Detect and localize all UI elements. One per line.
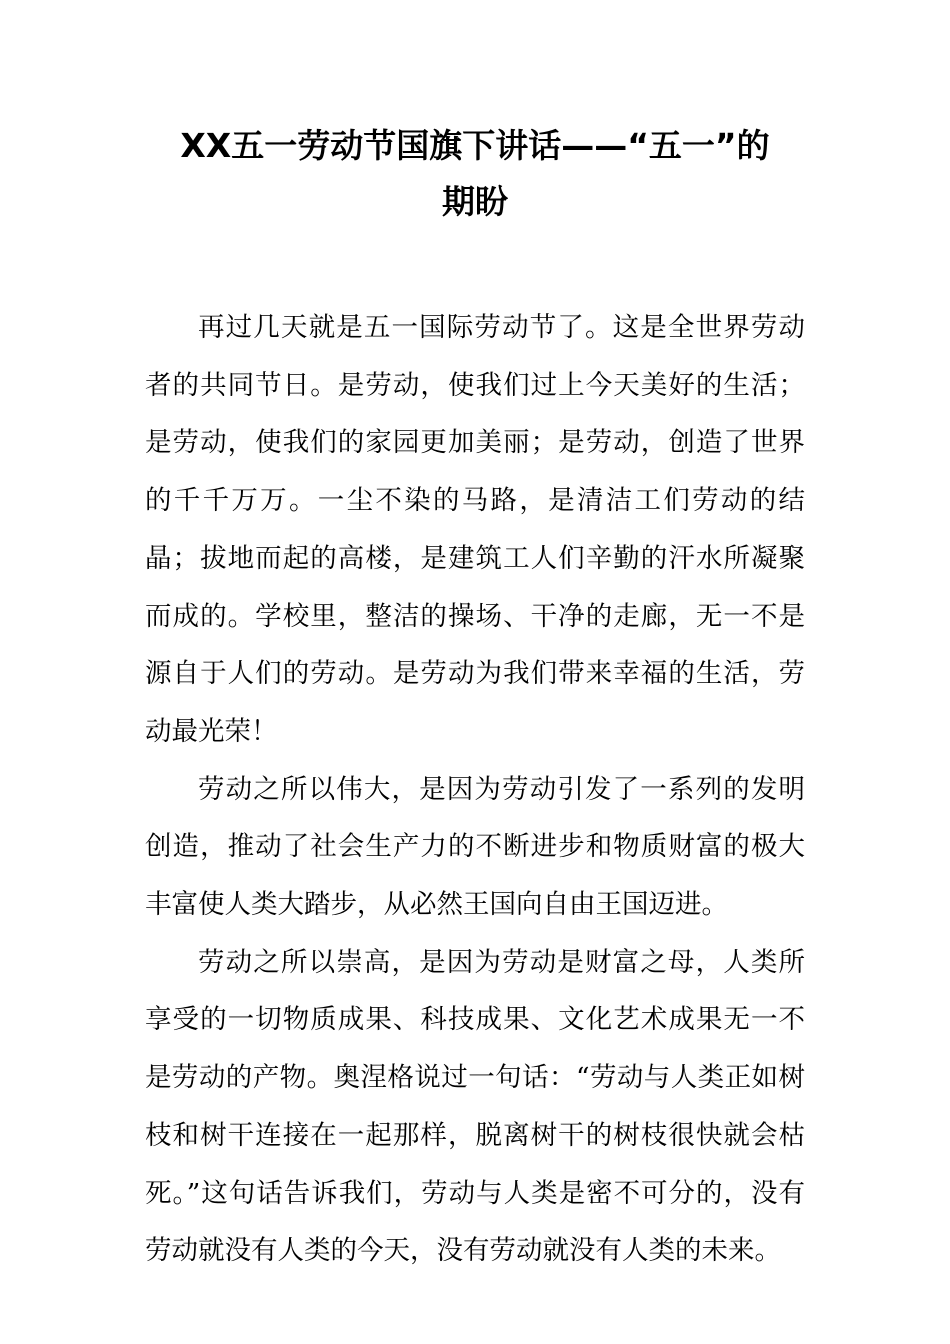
paragraph-3: 劳动之所以崇高，是因为劳动是财富之母，人类所享受的一切物质成果、科技成果、文化艺术成果无一不是劳动的产物。奥涅格说过一句话：“劳动与人类正如树枝和树干连接在一起那样，脱离树干的树枝很快就会枯死。”这句话告诉我们，劳动与人类是密不可分的，没有劳动就没有人类的今天，没有劳动就没有人类的未来。: [145, 946, 805, 1267]
document-body: [145, 299, 805, 1280]
title-line-2: 期盼: [442, 182, 508, 221]
paragraph-1: 再过几天就是五一国际劳动节了。这是全世界劳动者的共同节日。是劳动，使我们过上今天美好的生活；是劳动，使我们的家园更加美丽；是劳动，创造了世界的千千万万。一尘不染的马路，是清洁工们劳动的结晶；拔地而起的高楼，是建筑工人们辛勤的汗水所凝聚而成的。学校里，整洁的操场、干净的走廊，无一不是源自于人们的劳动。是劳动为我们带来幸福的生活，劳动最光荣！: [145, 312, 805, 747]
document-title: [145, 118, 805, 230]
paragraph-2: 劳动之所以伟大，是因为劳动引发了一系列的发明创造，推动了社会生产力的不断进步和物质财富的极大丰富使人类大踏步，从必然王国向自由王国迈进。: [145, 773, 805, 921]
title-line-1: XX五一劳动节国旗下讲话——“五一”的: [180, 126, 770, 165]
